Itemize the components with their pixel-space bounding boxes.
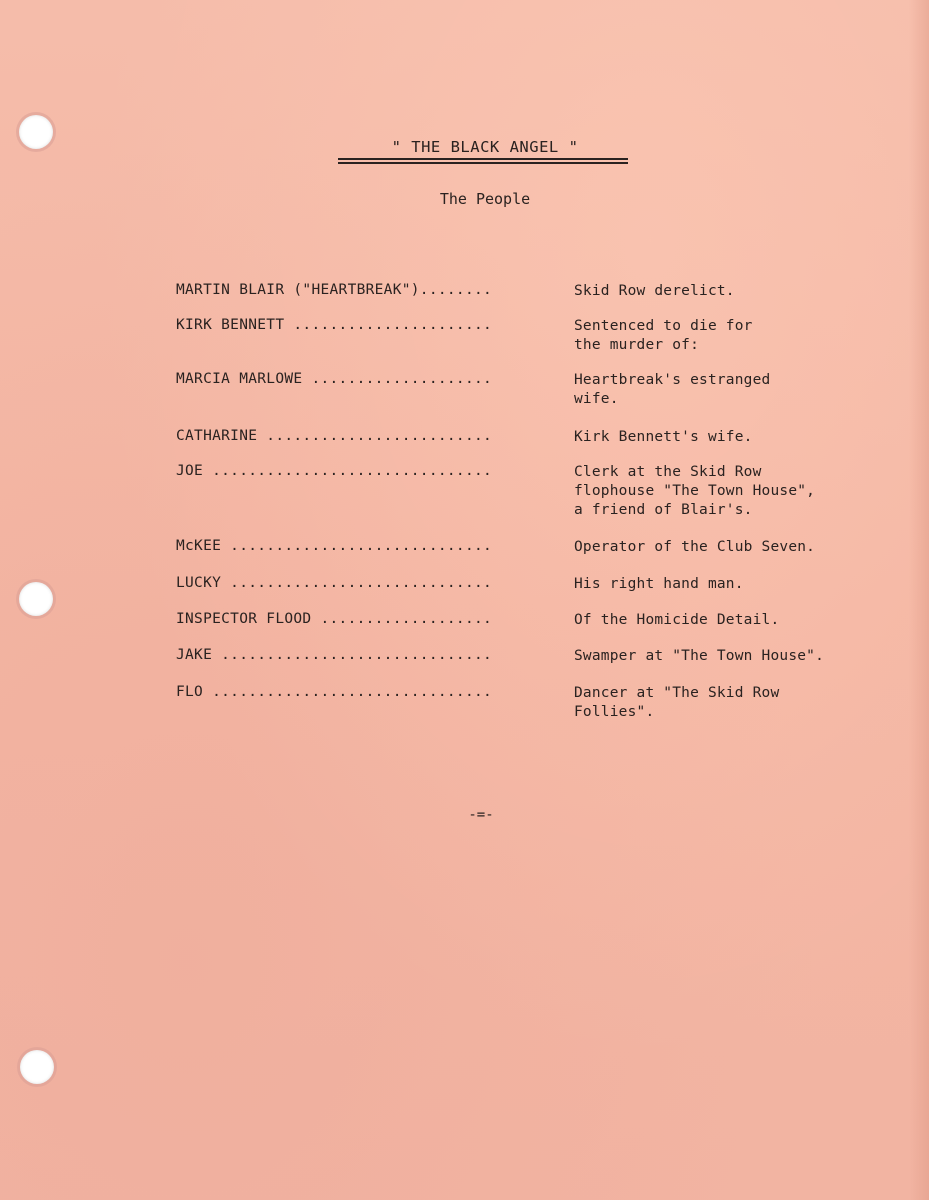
cast-description: Dancer at "The Skid Row Follies".	[574, 685, 780, 720]
title-underline	[338, 158, 628, 160]
cast-description: His right hand man.	[574, 576, 744, 592]
cast-description: Heartbreak's estranged wife.	[574, 372, 771, 407]
cast-name: INSPECTOR FLOOD ...................	[176, 611, 493, 627]
cast-name: FLO ...............................	[176, 684, 493, 700]
cast-description: Kirk Bennett's wife.	[574, 429, 753, 445]
cast-name: KIRK BENNETT ......................	[176, 317, 493, 333]
cast-name: McKEE .............................	[176, 538, 493, 554]
cast-description: Skid Row derelict.	[574, 283, 735, 299]
page-subtitle: The People	[439, 190, 531, 208]
cast-name: JOE ...............................	[176, 463, 493, 479]
page-title: " THE BLACK ANGEL "	[391, 138, 579, 156]
punch-hole-top	[19, 115, 53, 149]
paper-edge-shadow	[909, 0, 929, 1200]
cast-name: CATHARINE .........................	[176, 428, 493, 444]
end-mark: -=-	[468, 807, 494, 823]
punch-hole-middle	[19, 582, 53, 616]
cast-name: LUCKY .............................	[176, 575, 493, 591]
cast-name: MARCIA MARLOWE ....................	[176, 371, 493, 387]
cast-description: Of the Homicide Detail.	[574, 612, 780, 628]
cast-name: MARTIN BLAIR ("HEARTBREAK")........	[176, 282, 493, 298]
title-underline-second	[338, 162, 628, 164]
cast-description: Clerk at the Skid Row flophouse "The Town House", a friend of Blair's.	[574, 464, 816, 518]
cast-description: Operator of the Club Seven.	[574, 539, 816, 555]
cast-description: Sentenced to die for the murder of:	[574, 318, 753, 353]
cast-name: JAKE ..............................	[176, 647, 493, 663]
punch-hole-bottom	[20, 1050, 54, 1084]
cast-description: Swamper at "The Town House".	[574, 648, 825, 664]
